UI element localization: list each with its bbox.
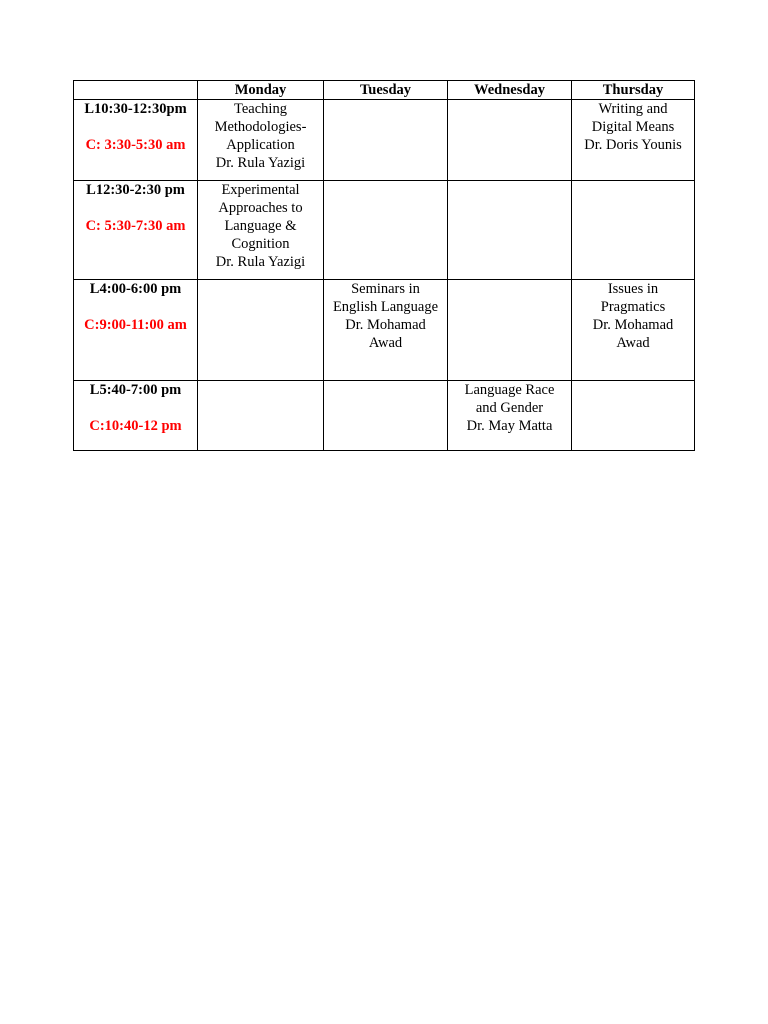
course-line: Awad [368, 335, 403, 351]
local-time-label: L10:30-12:30pm [84, 101, 187, 117]
course-line: Issues in [607, 281, 659, 297]
schedule-table [73, 80, 695, 451]
course-cell-thursday [572, 100, 695, 181]
day-header-monday: Monday [198, 81, 324, 100]
course-cell-wednesday [448, 381, 572, 451]
c-time-label: C:9:00-11:00 am [84, 317, 187, 333]
course-line: Pragmatics [600, 299, 666, 315]
table-row [74, 280, 695, 381]
table-row [74, 381, 695, 451]
time-slot-cell [74, 381, 198, 451]
table-row [74, 100, 695, 181]
course-line: Approaches to [218, 200, 303, 216]
course-cell-thursday [572, 381, 695, 451]
course-line: Seminars in [351, 281, 420, 297]
course-line: Dr. Mohamad [592, 317, 674, 333]
course-cell-tuesday [324, 100, 448, 181]
course-cell-monday [198, 100, 324, 181]
course-cell-wednesday [448, 280, 572, 381]
course-line: and Gender [475, 400, 544, 416]
course-cell-thursday [572, 280, 695, 381]
course-cell-monday [198, 280, 324, 381]
course-line: Application [226, 137, 295, 153]
day-header-tuesday: Tuesday [324, 81, 448, 100]
course-line: Writing and [598, 101, 668, 117]
day-header-thursday: Thursday [572, 81, 695, 100]
local-time-label: L4:00-6:00 pm [89, 281, 182, 297]
course-line: Dr. Doris Younis [584, 137, 682, 153]
course-line: Language Race [464, 382, 555, 398]
course-cell-tuesday [324, 280, 448, 381]
course-line: English Language [332, 299, 439, 315]
course-line: Digital Means [591, 119, 675, 135]
course-line: Language & [224, 218, 297, 234]
table-row [74, 181, 695, 280]
time-slot-cell [74, 100, 198, 181]
course-cell-wednesday [448, 181, 572, 280]
course-cell-monday [198, 381, 324, 451]
c-time-label: C: 3:30-5:30 am [85, 137, 186, 153]
time-slot-cell [74, 280, 198, 381]
c-time-label: C: 5:30-7:30 am [85, 218, 186, 234]
course-line: Teaching [234, 101, 287, 117]
day-header-wednesday: Wednesday [448, 81, 572, 100]
local-time-label: L5:40-7:00 pm [89, 382, 182, 398]
course-cell-thursday [572, 181, 695, 280]
course-line: Dr. Mohamad [345, 317, 426, 333]
course-line: Cognition [231, 236, 290, 252]
course-cell-tuesday [324, 181, 448, 280]
course-cell-tuesday [324, 381, 448, 451]
course-line: Dr. Rula Yazigi [215, 155, 306, 171]
course-line: Experimental [221, 182, 300, 198]
course-line: Dr. May Matta [466, 418, 553, 434]
local-time-label: L12:30-2:30 pm [86, 182, 185, 198]
table-header-row [74, 81, 695, 100]
corner-cell [74, 81, 198, 100]
course-line: Methodologies- [214, 119, 307, 135]
course-line: Awad [616, 335, 650, 351]
course-cell-wednesday [448, 100, 572, 181]
course-line: Dr. Rula Yazigi [215, 254, 306, 270]
time-slot-cell [74, 181, 198, 280]
c-time-label: C:10:40-12 pm [89, 418, 182, 434]
course-cell-monday [198, 181, 324, 280]
